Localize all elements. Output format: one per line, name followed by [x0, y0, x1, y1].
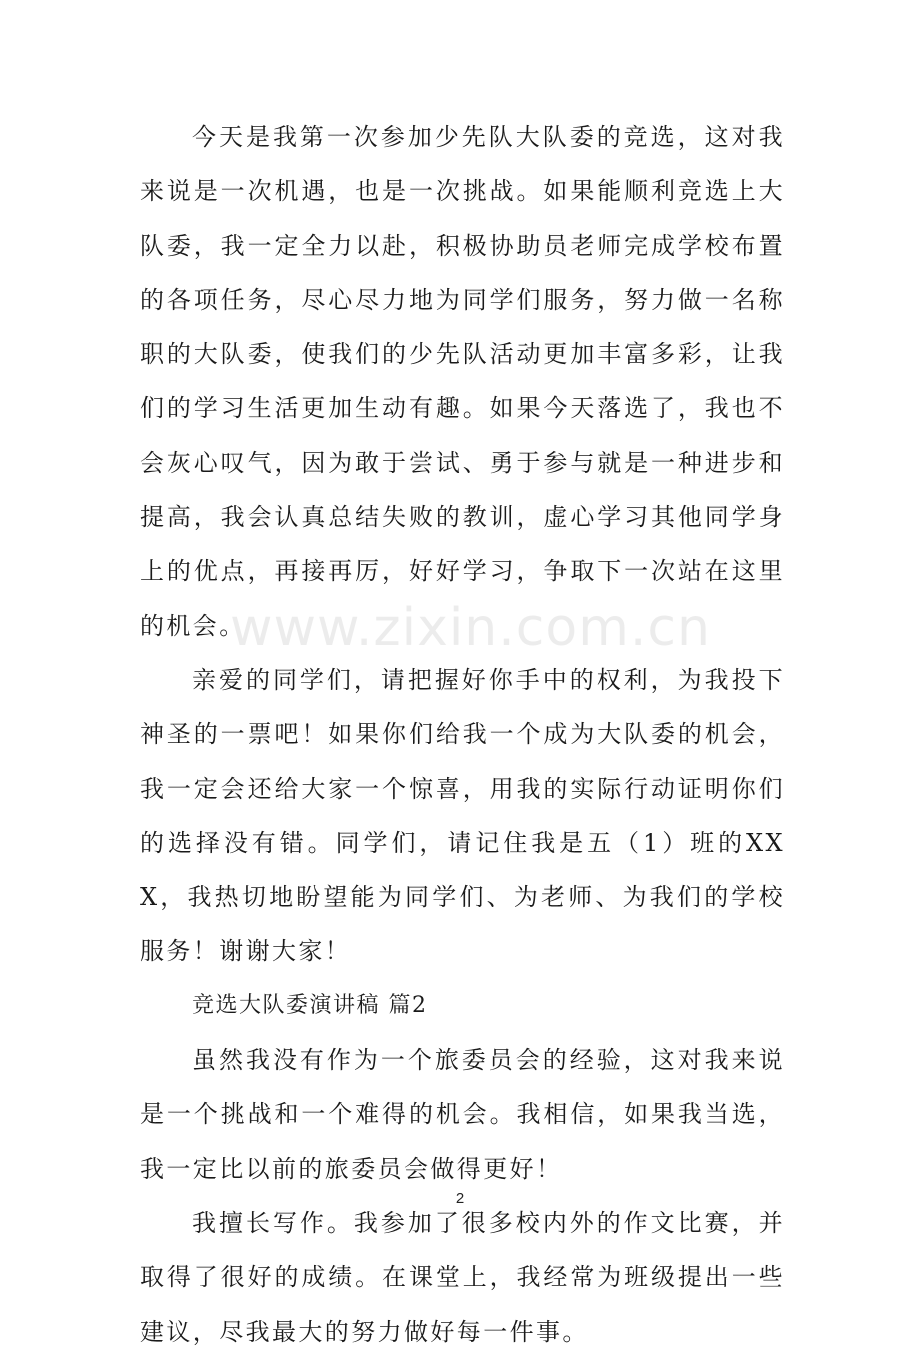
paragraph-3: 虽然我没有作为一个旅委员会的经验，这对我来说是一个挑战和一个难得的机会。我相信，如果我当选，我一定比以前的旅委员会做得更好！: [140, 1046, 785, 1183]
paragraph-4: 我擅长写作。我参加了很多校内外的作文比赛，并取得了很好的成绩。在课堂上，我经常为班级提出一些建议，尽我最大的努力做好每一件事。: [140, 1208, 785, 1346]
page-number: 2: [455, 1190, 465, 1207]
section-heading: 竞选大队委演讲稿 篇2: [192, 992, 428, 1018]
paragraph-2: 亲爱的同学们，请把握好你手中的权利，为我投下神圣的一票吧！如果你们给我一个成为大队委的机会，我一定会还给大家一个惊喜，用我的实际行动证明你们的选择没有错。同学们，请记住我是五（1）班的XXX，我热切地盼望能为同学们、为老师、为我们的学校服务！谢谢大家！: [140, 665, 785, 966]
body-text: [140, 110, 785, 1359]
paragraph-1: 今天是我第一次参加少先队大队委的竞选，这对我来说是一次机遇，也是一次挑战。如果能顺利竞选上大队委，我一定全力以赴，积极协助员老师完成学校布置的各项任务，尽心尽力地为同学们服务，努力做一名称职的大队委，使我们的少先队活动更加丰富多彩，让我们的学习生活更加生动有趣。如果今天落选了，我也不会灰心叹气，因为敢于尝试、勇于参与就是一种进步和提高，我会认真总结失败的教训，虚心学习其他同学身上的优点，再接再厉，好好学习，争取下一次站在这里的机会。: [140, 123, 785, 640]
watermark: www.zixin.com.cn: [230, 598, 711, 658]
